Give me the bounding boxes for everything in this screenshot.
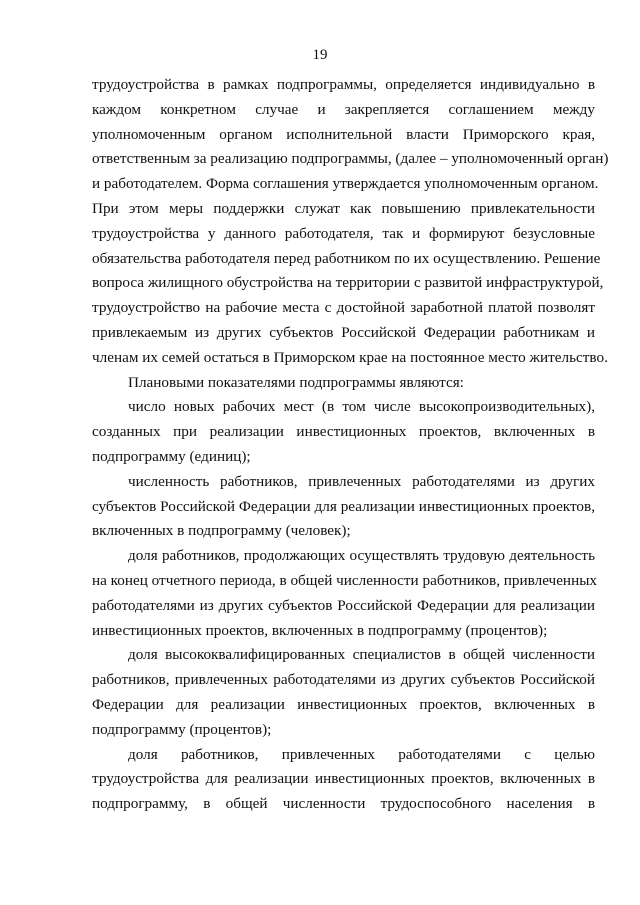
text-line: число новых рабочих мест (в том числе высокопроизводительных), [128,398,595,416]
text-line: членам их семей остаться в Приморском крае на постоянное место жительство. [92,348,608,366]
text-line: трудоустройства в рамках подпрограммы, определяется индивидуально в [92,76,595,93]
text-line: подпрограмму, в общей численности трудоспособного населения в [92,795,595,813]
text-line: численность работников, привлеченных работодателями из других [128,472,595,490]
text-line: привлекаемым из других субъектов Российской Федерации работникам и [92,323,595,341]
text-line: обязательства работодателя перед работником по их осуществлению. Решение [92,249,601,267]
text-line: ответственным за реализацию подпрограммы, (далее – уполномоченный орган) [92,150,609,168]
page-number: 19 [312,47,328,63]
text-line: Плановыми показателями подпрограммы являются: [128,373,464,391]
text-line: трудоустройства у данного работодателя, так и формируют безусловные [92,224,595,242]
text-line: вопроса жилищного обустройства на территории с развитой инфраструктурой, [92,274,604,292]
text-line: работников, привлеченных работодателями из других субъектов Российской [92,671,595,689]
text-line: подпрограмму (процентов); [92,720,272,738]
body-text [92,73,609,817]
text-line: При этом меры поддержки служат как повышению привлекательности [92,199,595,217]
text-line: трудоустройства для реализации инвестиционных проектов, включенных в [92,770,595,788]
text-line: каждом конкретном случае и закрепляется соглашением между [92,100,595,118]
text-line: субъектов Российской Федерации для реализации инвестиционных проектов, [92,497,595,515]
text-line: на конец отчетного периода, в общей численности работников, привлеченных [92,571,597,589]
text-line: трудоустройство на рабочие места с достойной заработной платой позволят [92,299,595,317]
text-line: инвестиционных проектов, включенных в подпрограмму (процентов); [92,621,548,639]
text-line: и работодателем. Форма соглашения утверждается уполномоченным органом. [92,175,599,193]
text-line: созданных при реализации инвестиционных проектов, включенных в [92,423,595,441]
text-line: доля работников, привлеченных работодателями с целью [128,745,595,763]
text-line: включенных в подпрограмму (человек); [92,522,351,540]
text-line: доля работников, продолжающих осуществлять трудовую деятельность [128,547,595,565]
text-line: Федерации для реализации инвестиционных проектов, включенных в [92,695,595,713]
text-line: уполномоченным органом исполнительной власти Приморского края, [92,125,595,143]
text-line: работодателями из других субъектов Российской Федерации для реализации [92,596,595,614]
text-line: доля высококвалифицированных специалистов в общей численности [128,646,595,664]
text-line: подпрограмму (единиц); [92,447,251,465]
